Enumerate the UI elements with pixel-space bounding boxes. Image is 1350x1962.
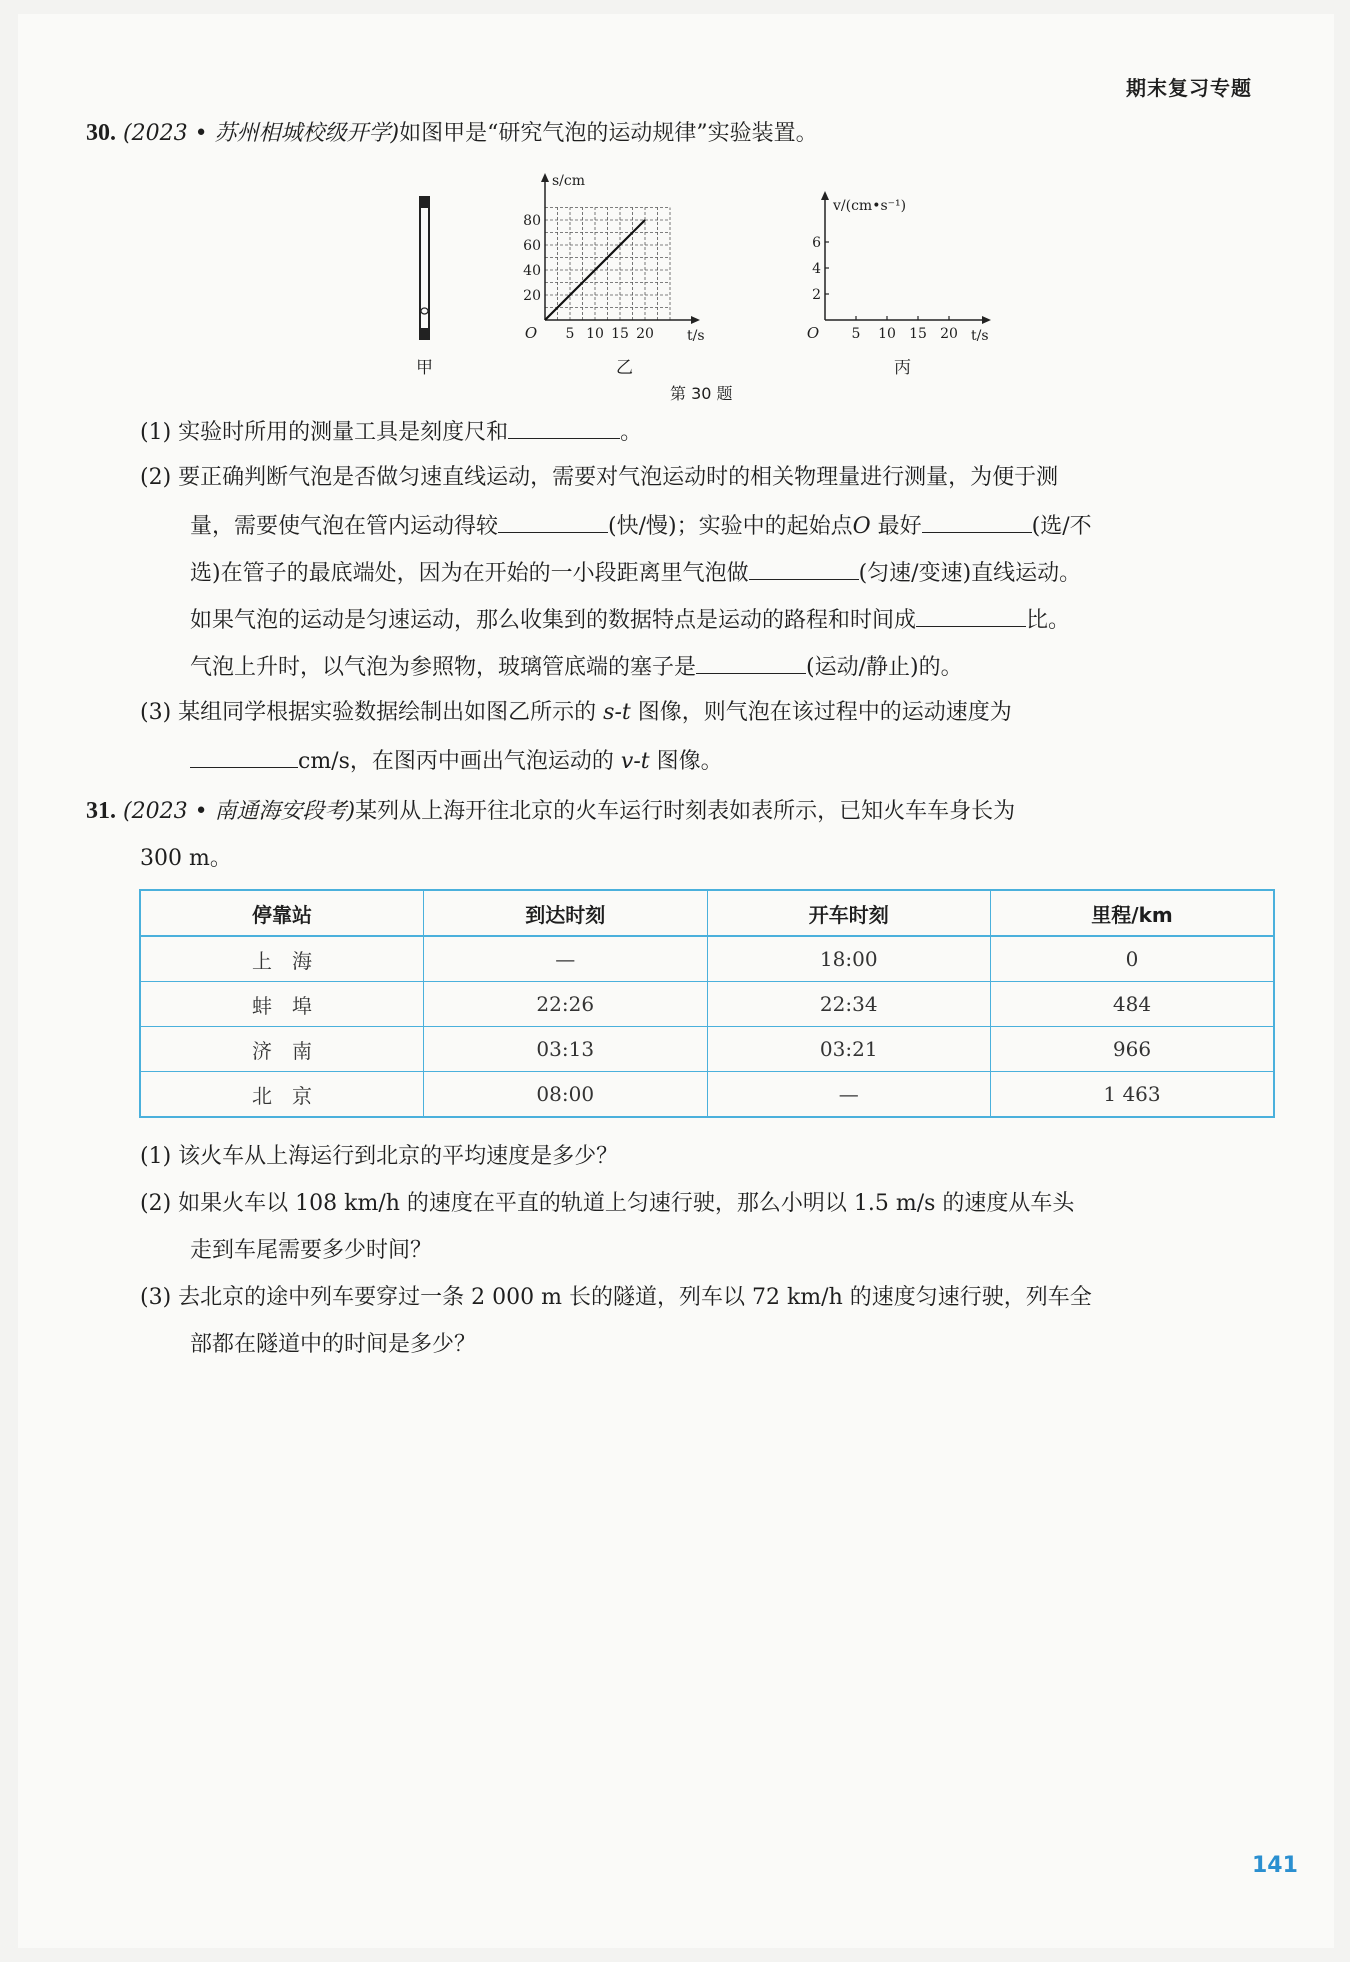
y-tick-label: 80 — [523, 213, 541, 229]
col-header-departure: 开车时刻 — [707, 890, 991, 936]
x-axis-label: t/s — [687, 328, 705, 344]
cell-departure: 18:00 — [707, 936, 991, 982]
q30-title-line — [86, 121, 818, 145]
table-row — [140, 1072, 1274, 1118]
y-axis-label: v/(cm•s⁻¹) — [833, 198, 907, 214]
y-axis-arrow — [541, 173, 549, 182]
answer-blank[interactable] — [749, 561, 859, 580]
figure-bing-label: 丙 — [894, 358, 911, 378]
cell-arrival: 08:00 — [424, 1072, 708, 1118]
cell-departure: 22:34 — [707, 982, 991, 1027]
q31-number: 31. — [86, 798, 116, 824]
table-row — [140, 936, 1274, 982]
origin-label: O — [806, 324, 820, 342]
y-tick-label: 6 — [812, 235, 821, 251]
cell-distance: 0 — [991, 936, 1275, 982]
cell-arrival: — — [424, 936, 708, 982]
q30-stem: 如图甲是“研究气泡的运动规律”实验装置。 — [399, 121, 818, 146]
y-axis-label: s/cm — [552, 173, 586, 189]
cell-distance: 966 — [991, 1027, 1275, 1072]
q30-p2-text: (匀速/变速)直线运动。 — [858, 561, 1082, 586]
answer-blank[interactable] — [190, 749, 298, 768]
vt-symbol: v-t — [620, 749, 650, 774]
glass-tube — [420, 198, 429, 338]
y-tick-label: 4 — [812, 261, 821, 277]
figure-caption: 第 30 题 — [670, 384, 733, 403]
q30-part1 — [140, 420, 642, 444]
table-row — [140, 982, 1274, 1027]
cell-distance: 484 — [991, 982, 1275, 1027]
q31-title-line — [86, 799, 1015, 823]
origin-label: O — [524, 324, 538, 342]
y-tick-label: 2 — [812, 287, 821, 303]
answer-blank[interactable] — [922, 514, 1032, 533]
cell-station: 北 京 — [140, 1072, 424, 1118]
tube-top-cap — [419, 196, 430, 208]
figure-jia-label: 甲 — [416, 358, 433, 378]
cell-station: 济 南 — [140, 1027, 424, 1072]
q31-stem-line2: 300 m。 — [140, 846, 232, 871]
q31-source: (2023 • 南通海安段考) — [123, 799, 356, 824]
page-header: 期末复习专题 — [1126, 76, 1252, 100]
q30-p2-text: 比。 — [1026, 608, 1071, 633]
table-header-row — [140, 890, 1274, 936]
cell-arrival: 03:13 — [424, 1027, 708, 1072]
x-axis-label: t/s — [971, 328, 989, 344]
q30-p3-text: 图像，则气泡在该过程中的运动速度为 — [630, 700, 1012, 725]
figure-jia-tube — [410, 192, 440, 357]
cell-distance: 1 463 — [991, 1072, 1275, 1118]
x-tick-label: 10 — [586, 326, 604, 342]
answer-blank[interactable] — [508, 420, 620, 439]
answer-blank[interactable] — [916, 608, 1026, 627]
x-tick-label: 15 — [909, 326, 927, 342]
cell-station: 上 海 — [140, 936, 424, 982]
x-tick-label: 5 — [565, 326, 575, 342]
x-tick-label: 20 — [940, 326, 958, 342]
col-header-arrival: 到达时刻 — [424, 890, 708, 936]
q30-p2-text: 量，需要使气泡在管内运动得较 — [190, 514, 499, 539]
q30-p2-text: 气泡上升时，以气泡为参照物，玻璃管底端的塞子是 — [190, 655, 697, 680]
q30-part2-line5 — [190, 655, 963, 679]
cell-departure: — — [707, 1072, 991, 1118]
q30-p2-text: 如果气泡的运动是匀速运动，那么收集到的数据特点是运动的路程和时间成 — [190, 608, 917, 633]
q30-part2-line3 — [190, 561, 1081, 585]
y-axis-arrow — [821, 191, 829, 200]
q30-number: 30. — [86, 120, 116, 146]
q30-p3-text: cm/s，在图丙中画出气泡运动的 — [298, 749, 621, 774]
x-axis-arrow — [982, 316, 991, 324]
q30-p2-text: (运动/静止)的。 — [806, 655, 963, 680]
col-header-distance: 里程/km — [991, 890, 1275, 936]
col-header-station: 停靠站 — [140, 890, 424, 936]
figure-yi-st-graph — [505, 170, 735, 355]
q30-p3-text: (3) 某组同学根据实验数据绘制出如图乙所示的 — [140, 700, 604, 725]
q31-part1: (1) 该火车从上海运行到北京的平均速度是多少？ — [140, 1144, 619, 1169]
point-o: O — [852, 514, 871, 539]
x-tick-label: 5 — [851, 326, 861, 342]
y-tick-label: 60 — [523, 238, 541, 254]
q30-source: (2023 • 苏州相城校级开学) — [123, 121, 400, 146]
cell-arrival: 22:26 — [424, 982, 708, 1027]
air-bubble — [421, 308, 428, 314]
q30-part2-line1: (2) 要正确判断气泡是否做匀速直线运动，需要对气泡运动时的相关物理量进行测量，为便于测 — [140, 465, 1059, 490]
cell-station: 蚌 埠 — [140, 982, 424, 1027]
q31-part2-line2: 走到车尾需要多少时间？ — [190, 1238, 433, 1263]
q30-p2-text: (选/不 — [1031, 514, 1092, 539]
q31-part3-line1: (3) 去北京的途中列车要穿过一条 2 000 m 长的隧道，列车以 72 km/h 的速度匀速行驶，列车全 — [140, 1285, 1092, 1310]
x-tick-label: 15 — [611, 326, 629, 342]
figure-yi-label: 乙 — [616, 358, 633, 378]
q30-part2-line2 — [190, 514, 1092, 538]
x-tick-label: 20 — [636, 326, 654, 342]
y-tick-label: 20 — [523, 288, 541, 304]
q30-part2-line4 — [190, 608, 1070, 632]
q30-p2-text: (快/慢)；实验中的起始点 — [608, 514, 853, 539]
figure-bing-vt-graph — [805, 188, 1005, 353]
q30-part3-line1 — [140, 702, 1012, 724]
page-number: 141 — [1252, 1853, 1298, 1878]
y-tick-label: 40 — [523, 263, 541, 279]
q31-stem: 某列从上海开往北京的火车运行时刻表如表所示，已知火车车身长为 — [355, 799, 1016, 824]
cell-departure: 03:21 — [707, 1027, 991, 1072]
q30-p1-end: 。 — [620, 420, 643, 445]
x-tick-label: 10 — [878, 326, 896, 342]
answer-blank[interactable] — [696, 655, 806, 674]
st-symbol: s-t — [603, 700, 631, 725]
q30-p2-text: 最好 — [870, 514, 922, 539]
x-axis-arrow — [691, 316, 700, 324]
q31-part2-line1: (2) 如果火车以 108 km/h 的速度在平直的轨道上匀速行驶，那么小明以 1.5 m/s 的速度从车头 — [140, 1191, 1075, 1216]
train-timetable — [139, 889, 1275, 1118]
q30-p1-text: (1) 实验时所用的测量工具是刻度尺和 — [140, 420, 509, 445]
q31-part3-line2: 部都在隧道中的时间是多少？ — [190, 1332, 477, 1357]
q30-part3-line2 — [190, 749, 723, 773]
q30-p3-text: 图像。 — [649, 749, 723, 774]
tube-bottom-stopper — [419, 328, 430, 340]
table-row — [140, 1027, 1274, 1072]
answer-blank[interactable] — [498, 514, 608, 533]
q30-p2-text: 选)在管子的最底端处，因为在开始的一小段距离里气泡做 — [190, 561, 749, 586]
